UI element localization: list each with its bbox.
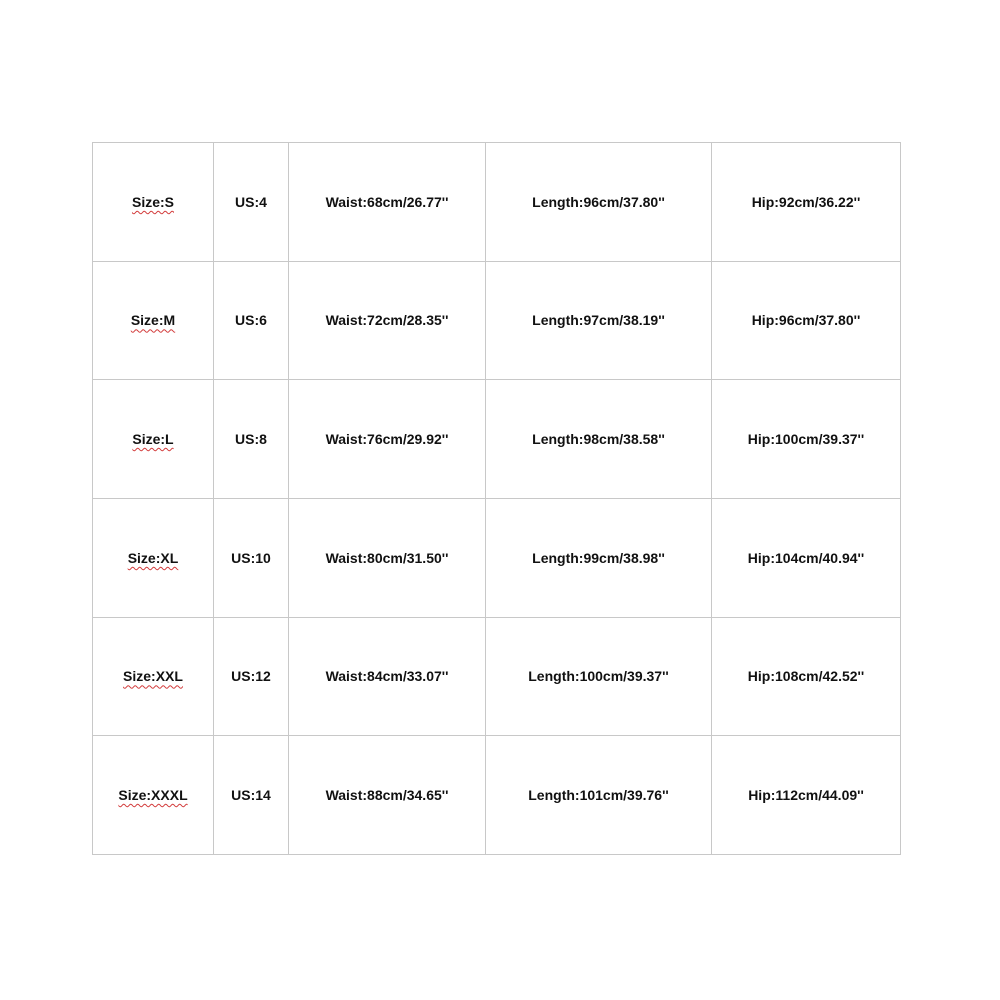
us-size-cell: US:6 <box>214 261 289 380</box>
size-label: Size:S <box>131 193 174 210</box>
size-label: Size:XXXL <box>118 787 188 804</box>
hip-cell: Hip:108cm/42.52'' <box>712 617 901 736</box>
size-cell <box>93 380 214 499</box>
waist-cell: Waist:68cm/26.77'' <box>289 143 486 262</box>
length-cell: Length:96cm/37.80'' <box>486 143 712 262</box>
table-row <box>93 617 901 736</box>
size-cell <box>93 617 214 736</box>
length-cell: Length:98cm/38.58'' <box>486 380 712 499</box>
hip-cell: Hip:96cm/37.80'' <box>712 261 901 380</box>
table-row <box>93 736 901 855</box>
size-chart-table <box>92 142 901 855</box>
length-cell: Length:97cm/38.19'' <box>486 261 712 380</box>
table-row <box>93 143 901 262</box>
size-label: Size:M <box>130 312 176 329</box>
table-row <box>93 498 901 617</box>
us-size-cell: US:14 <box>214 736 289 855</box>
length-cell: Length:101cm/39.76'' <box>486 736 712 855</box>
us-size-cell: US:12 <box>214 617 289 736</box>
hip-cell: Hip:92cm/36.22'' <box>712 143 901 262</box>
length-cell: Length:100cm/39.37'' <box>486 617 712 736</box>
us-size-cell: US:4 <box>214 143 289 262</box>
waist-cell: Waist:88cm/34.65'' <box>289 736 486 855</box>
hip-cell: Hip:112cm/44.09'' <box>712 736 901 855</box>
us-size-cell: US:8 <box>214 380 289 499</box>
size-label: Size:L <box>132 431 174 448</box>
waist-cell: Waist:72cm/28.35'' <box>289 261 486 380</box>
size-cell <box>93 261 214 380</box>
table-row <box>93 380 901 499</box>
size-cell <box>93 143 214 262</box>
size-label: Size:XL <box>127 549 179 566</box>
us-size-cell: US:10 <box>214 498 289 617</box>
hip-cell: Hip:100cm/39.37'' <box>712 380 901 499</box>
size-label: Size:XXL <box>123 668 183 685</box>
size-cell <box>93 498 214 617</box>
waist-cell: Waist:76cm/29.92'' <box>289 380 486 499</box>
table-row <box>93 261 901 380</box>
waist-cell: Waist:84cm/33.07'' <box>289 617 486 736</box>
waist-cell: Waist:80cm/31.50'' <box>289 498 486 617</box>
hip-cell: Hip:104cm/40.94'' <box>712 498 901 617</box>
length-cell: Length:99cm/38.98'' <box>486 498 712 617</box>
size-cell <box>93 736 214 855</box>
